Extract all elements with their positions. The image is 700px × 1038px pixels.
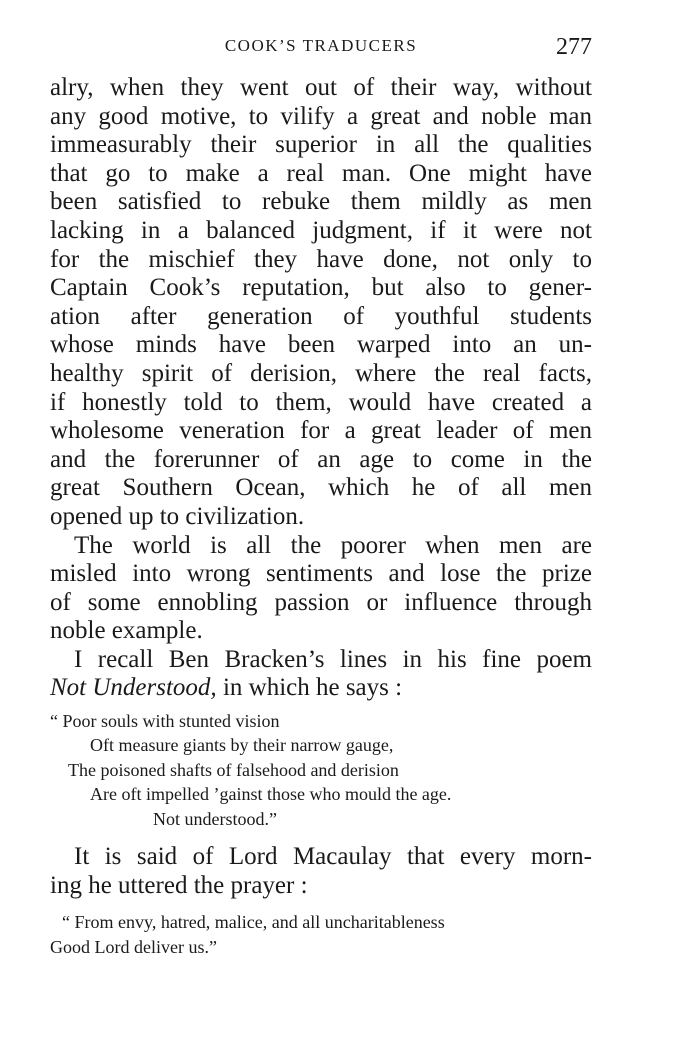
paragraph-recall <box>50 646 592 703</box>
text-line: lacking in a balanced judgment, if it were not <box>50 216 592 244</box>
text-line: misled into wrong sentiments and lose the prize <box>50 560 592 588</box>
prayer-quote <box>50 910 592 960</box>
poem-line: Not understood.” <box>153 808 277 829</box>
text-line: any good motive, to vilify a great and noble man <box>50 102 592 130</box>
paragraph-world <box>50 532 592 646</box>
text-line: Captain Cook’s reputation, but also to gener- <box>50 274 592 302</box>
poem-line: Are oft impelled ’gainst those who mould the age. <box>90 784 452 805</box>
text-line: The world is all the poorer when men are <box>74 531 592 559</box>
text-line: of some ennobling passion or influence through <box>50 588 592 616</box>
running-head <box>50 34 592 58</box>
text-line: and the forerunner of an age to come in the <box>50 445 592 473</box>
text-line: healthy spirit of derision, where the real facts, <box>50 359 592 387</box>
poem-line: The poisoned shafts of falsehood and derision <box>68 759 399 780</box>
running-title: COOK’S TRADUCERS <box>224 36 418 55</box>
text-line: for the mischief they have done, not only to <box>50 245 592 273</box>
paragraph-continued <box>50 74 592 532</box>
page-number: 277 <box>556 34 592 60</box>
poem-line: Oft measure giants by their narrow gauge, <box>90 735 394 756</box>
text-line-with-title <box>50 674 592 703</box>
text-line: immeasurably their superior in all the qualities <box>50 131 592 159</box>
text-line: It is said of Lord Macaulay that every morn- <box>74 843 592 870</box>
prayer-line: Good Lord deliver us.” <box>50 937 217 957</box>
body-text <box>50 74 592 703</box>
paragraph-macaulay <box>50 843 592 900</box>
text-line: whose minds have been warped into an un- <box>50 331 592 359</box>
text-line: wholesome veneration for a great leader of men <box>50 417 592 445</box>
text-line: noble example. <box>50 617 203 645</box>
text-line: alry, when they went out of their way, without <box>50 74 592 101</box>
text-line: that go to make a real man. One might have <box>50 159 592 187</box>
prayer-line: “ From envy, hatred, malice, and all uncharitableness <box>62 912 445 932</box>
text-fragment: in which he says : <box>216 674 403 702</box>
text-line: I recall Ben Bracken’s lines in his fine poem <box>74 645 592 673</box>
poem-title: Not Understood, <box>50 674 217 702</box>
poem-line: “ Poor souls with stunted vision <box>50 711 280 731</box>
text-line: ing he uttered the prayer : <box>50 871 308 899</box>
text-line: opened up to civilization. <box>50 502 305 530</box>
text-line: if honestly told to them, would have created a <box>50 388 592 416</box>
text-line: ation after generation of youthful students <box>50 302 592 330</box>
text-line: been satisfied to rebuke them mildly as men <box>50 188 592 216</box>
poem-quote <box>50 709 592 831</box>
text-line: great Southern Ocean, which he of all men <box>50 474 592 502</box>
